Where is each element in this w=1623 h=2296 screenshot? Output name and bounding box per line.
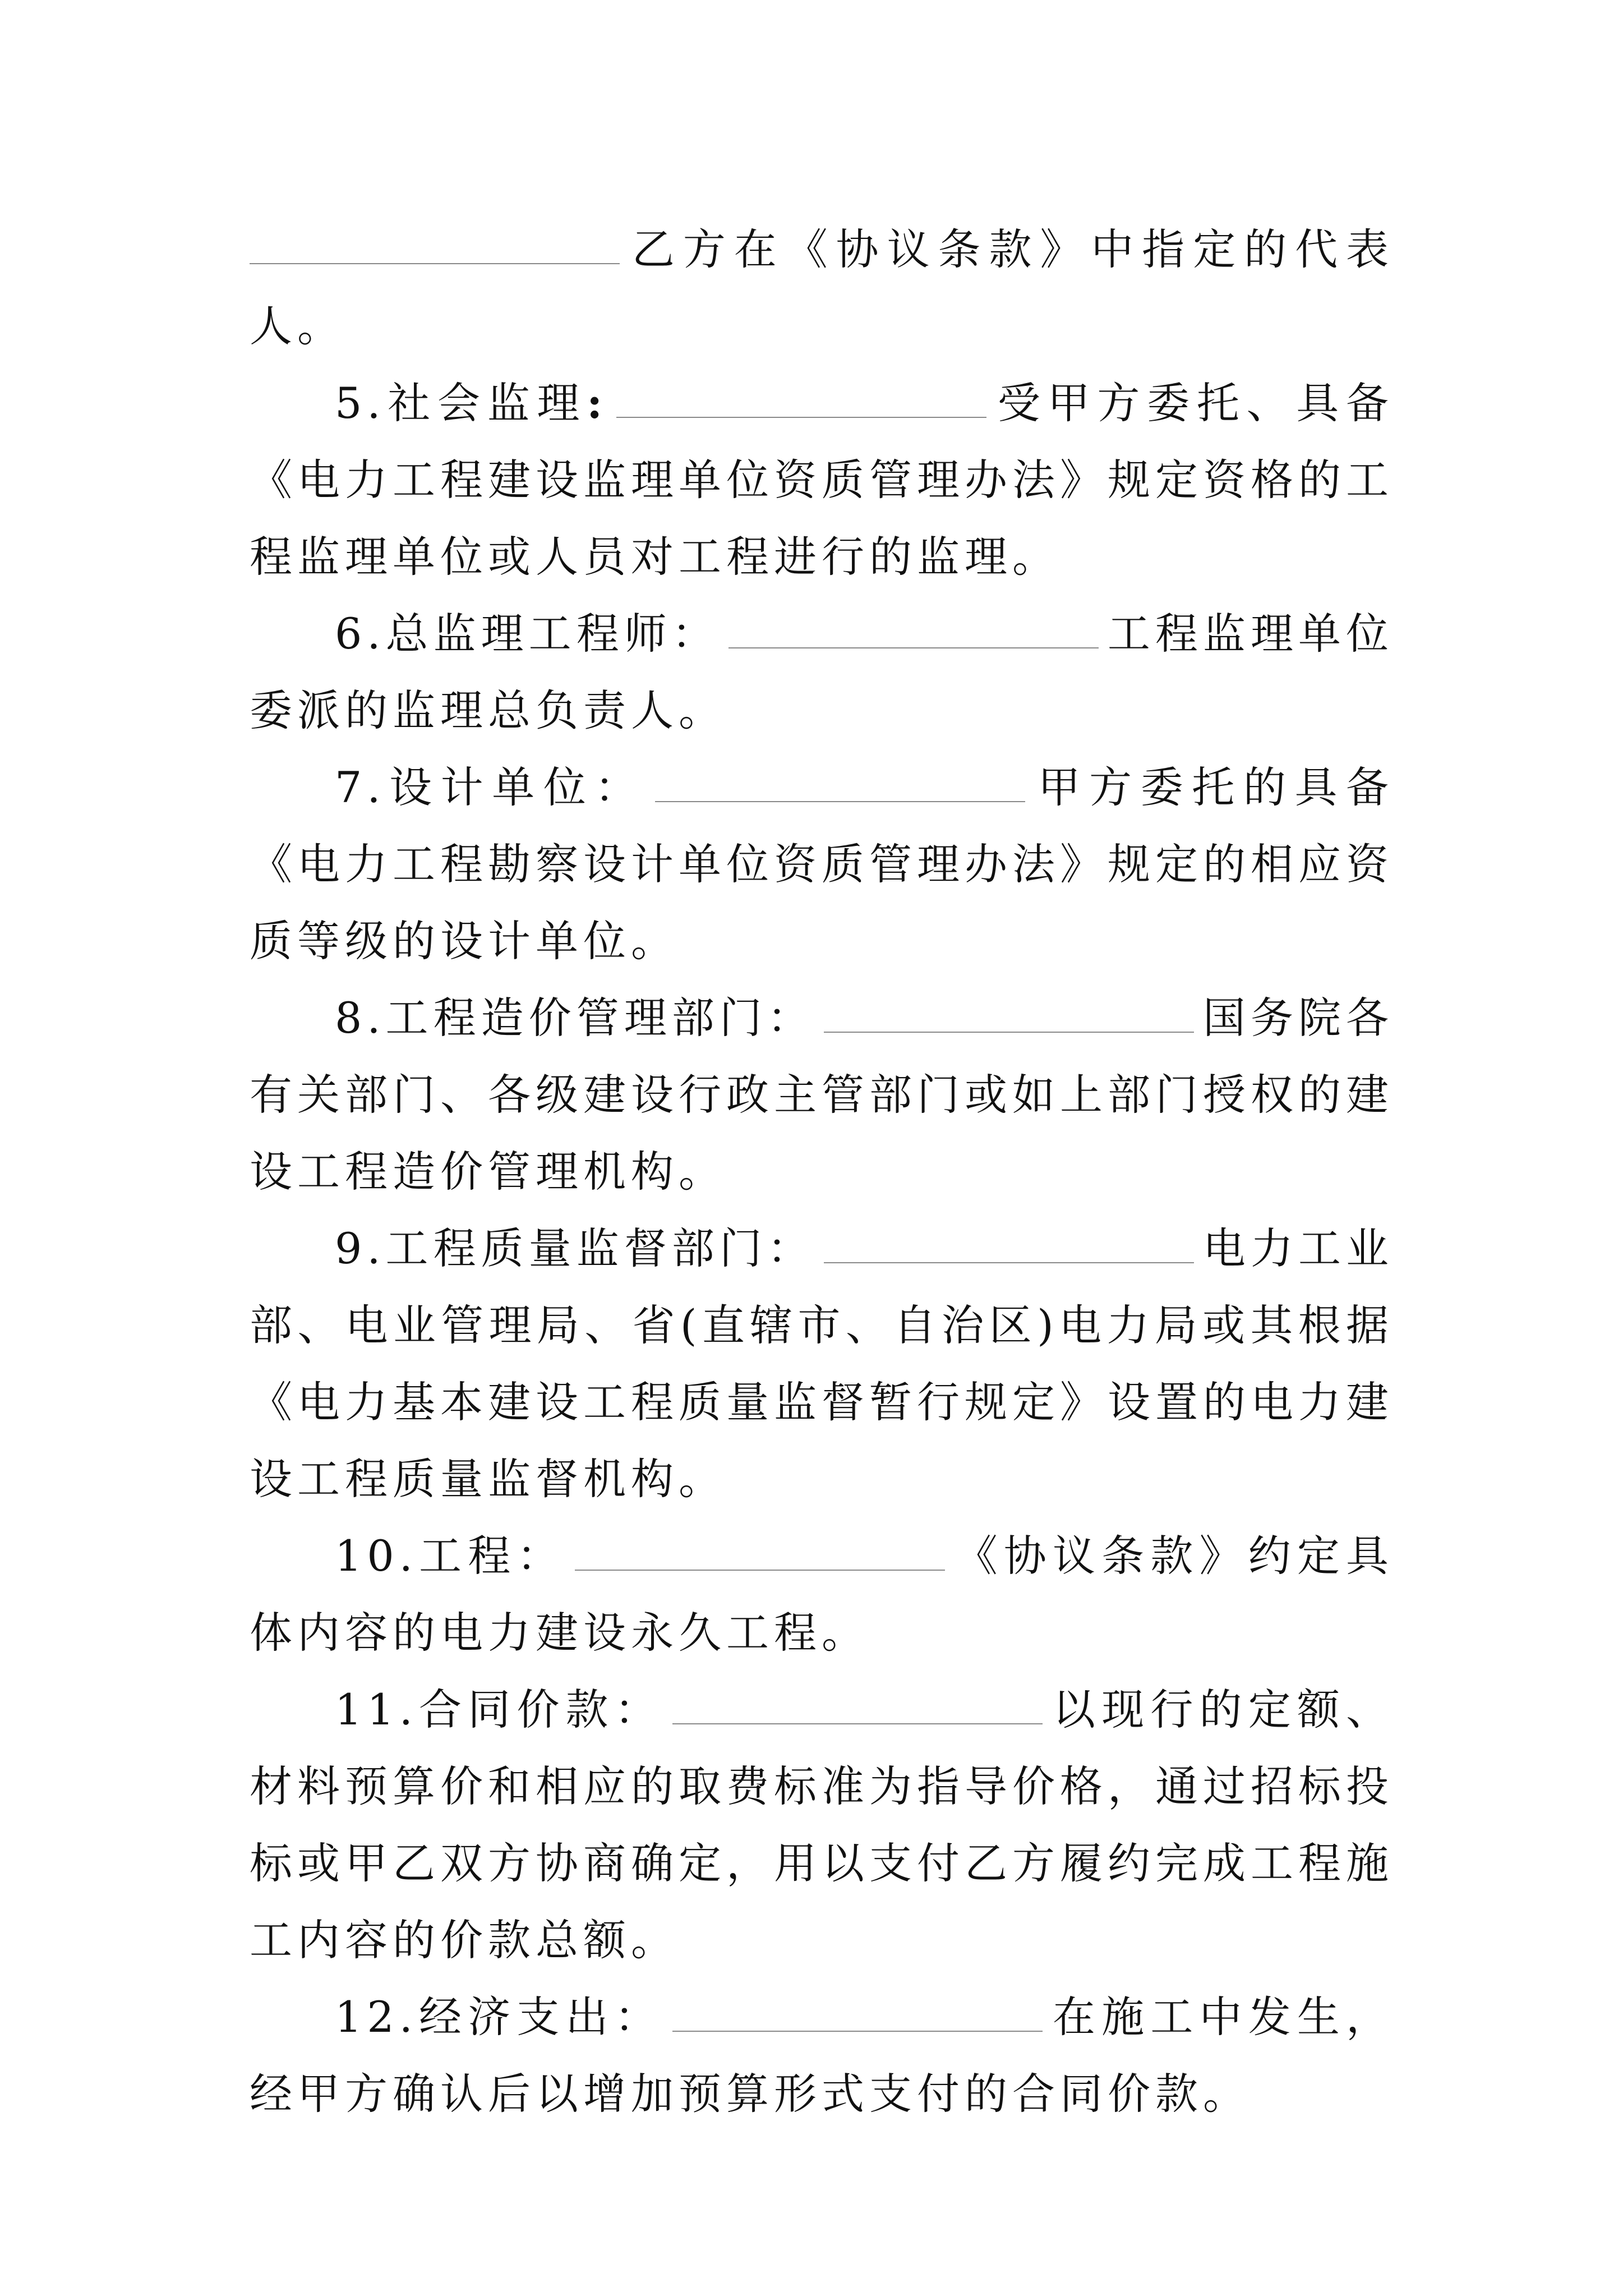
term-label: 工程 — [417, 1531, 517, 1581]
definition-text: 乙方在《协议条款》中指定的代表人。 — [250, 224, 1394, 351]
definition-text: 电力工业部、电业管理局、省(直辖市、自治区)电力局或其根据《电力基本建设工程质量监督暂行规定》设置的电力建设工程质量监督机构。 — [250, 1223, 1394, 1504]
item-number: 6. — [335, 609, 386, 659]
term-label: 工程质量监督部门 — [385, 1223, 767, 1273]
paragraph-12 — [250, 1978, 1394, 2132]
paragraph-11 — [250, 1671, 1394, 1978]
blank-fill-line[interactable] — [824, 998, 1194, 1033]
blank-fill-line[interactable] — [672, 1997, 1043, 2032]
term-colon: ： — [614, 1992, 663, 2042]
term-colon: ： — [767, 993, 815, 1043]
term-colon: ： — [517, 1531, 566, 1581]
paragraph-7 — [250, 749, 1394, 979]
document-body — [250, 211, 1394, 2132]
item-number: 12. — [335, 1992, 418, 2042]
item-number: 7. — [335, 762, 386, 812]
item-number: 5. — [335, 378, 386, 428]
term-label: 设计单位 — [385, 762, 595, 812]
definition-text: 受甲方委托、具备《电力工程建设监理单位资质管理办法》规定资格的工程监理单位或人员对工程进行的监理。 — [250, 378, 1394, 582]
blank-fill-line[interactable] — [728, 614, 1099, 648]
term-colon: : — [587, 378, 608, 428]
definition-text: 甲方委托的具备《电力工程勘察设计单位资质管理办法》规定的相应资质等级的设计单位。 — [250, 762, 1394, 966]
definition-text: 《协议条款》约定具体内容的电力建设永久工程。 — [250, 1531, 1394, 1658]
paragraph-8 — [250, 979, 1394, 1210]
blank-fill-line[interactable] — [616, 383, 986, 418]
paragraph-4-continuation — [250, 211, 1394, 365]
definition-text: 以现行的定额、材料预算价和相应的取费标准为指导价格，通过招标投标或甲乙双方协商确定，用以支付乙方履约完成工程施工内容的价款总额。 — [250, 1685, 1394, 1965]
term-colon: ： — [594, 762, 646, 812]
term-colon: ： — [614, 1685, 663, 1734]
blank-fill-line[interactable] — [824, 1228, 1194, 1263]
term-label: 社会监理 — [385, 378, 587, 428]
item-number: 11. — [335, 1685, 418, 1734]
blank-fill-line[interactable] — [672, 1690, 1043, 1724]
term-label: 总监理工程师 — [385, 609, 672, 659]
item-number: 9. — [335, 1223, 386, 1273]
blank-fill-line[interactable] — [250, 229, 620, 264]
definition-text: 在施工中发生，经甲方确认后以增加预算形式支付的合同价款。 — [250, 1992, 1394, 2119]
term-colon: ： — [767, 1223, 815, 1273]
term-label: 工程造价管理部门 — [385, 993, 767, 1043]
blank-fill-line[interactable] — [575, 1536, 945, 1571]
paragraph-10 — [250, 1517, 1394, 1671]
definition-text: 国务院各有关部门、各级建设行政主管部门或如上部门授权的建设工程造价管理机构。 — [250, 993, 1394, 1197]
term-colon: ： — [671, 609, 720, 659]
blank-fill-line[interactable] — [655, 767, 1025, 802]
item-number: 10. — [335, 1531, 418, 1581]
definition-text: 工程监理单位委派的监理总负责人。 — [250, 609, 1394, 735]
term-label: 经济支出 — [417, 1992, 615, 2042]
paragraph-5 — [250, 365, 1394, 595]
paragraph-6 — [250, 595, 1394, 749]
item-number: 8. — [335, 993, 386, 1043]
term-label: 合同价款 — [417, 1685, 615, 1734]
paragraph-9 — [250, 1210, 1394, 1517]
